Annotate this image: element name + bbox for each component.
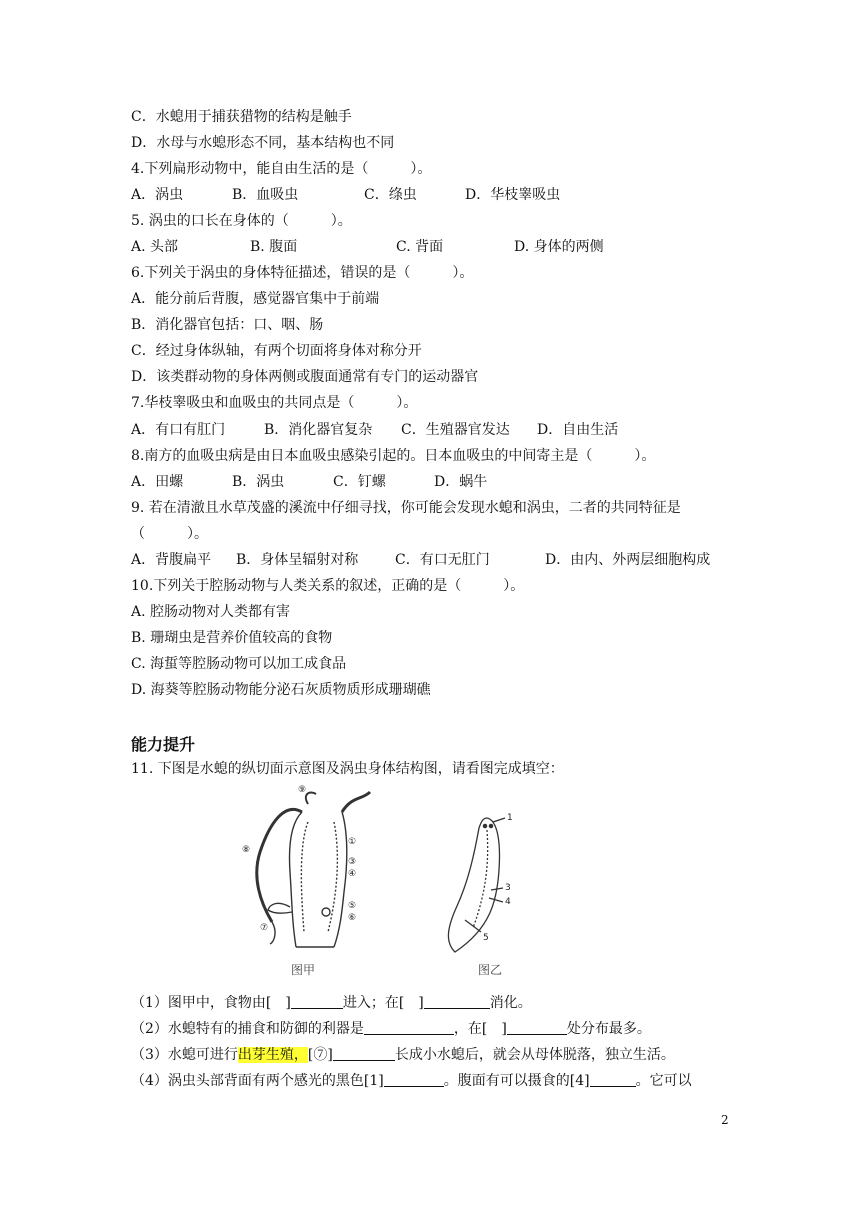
fill-question-2	[131, 1020, 651, 1038]
q4-option-d: D．华枝睾吸虫	[465, 187, 561, 203]
label-6: ⑥	[348, 913, 357, 923]
fill-4-part-b: 。腹面有可以摄食的[4]	[443, 1073, 590, 1089]
q5-option-a: A. 头部	[131, 239, 179, 255]
q5-option-b: B. 腹面	[250, 239, 298, 255]
blank-2b[interactable]	[507, 1020, 567, 1035]
q8-option-b: B．涡虫	[232, 474, 285, 490]
figure-jia-caption: 图甲	[291, 963, 316, 977]
question-9-line1: 9. 若在清澈且水草茂盛的溪流中仔细寻找，你可能会发现水螅和涡虫，二者的共同特征是	[131, 500, 681, 516]
label-y3: 3	[505, 883, 511, 893]
label-7: ⑦	[260, 923, 269, 933]
q7-option-a: A．有口有肛门	[131, 422, 226, 438]
label-9: ⑨	[298, 785, 307, 795]
q10-option-b: B. 珊瑚虫是营养价值较高的食物	[131, 630, 333, 646]
label-3: ③	[348, 857, 357, 867]
question-9-line2: （ ）。	[131, 526, 208, 542]
fill-4-part-c: 。它可以	[635, 1073, 692, 1089]
q4-option-b: B．血吸虫	[232, 187, 299, 203]
question-10: 10.下列关于腔肠动物与人类关系的叙述，正确的是（ ）。	[131, 578, 525, 594]
fill-3-part-b: [⑦]	[307, 1047, 333, 1063]
option-c-line: C．水螅用于捕获猎物的结构是触手	[131, 109, 352, 125]
page-number: 2	[721, 1113, 729, 1127]
hydra-diagram	[230, 782, 390, 954]
q10-option-a: A. 腔肠动物对人类都有害	[131, 604, 291, 620]
q10-option-d: D. 海葵等腔肠动物能分泌石灰质物质形成珊瑚礁	[131, 682, 431, 698]
section-title: 能力提升	[131, 735, 196, 754]
question-5: 5. 涡虫的口长在身体的（ ）。	[131, 213, 352, 229]
fill-3-part-c: 长成小水螅后，就会从母体脱落，独立生活。	[394, 1047, 675, 1063]
q9-option-c: C．有口无肛门	[395, 552, 490, 568]
label-y5: 5	[483, 933, 489, 943]
q4-option-c: C．绦虫	[364, 187, 417, 203]
q7-option-d: D．自由生活	[537, 422, 619, 438]
question-8: 8.南方的血吸虫病是由日本血吸虫感染引起的。日本血吸虫的中间寄主是（ ）。	[131, 448, 656, 464]
q9-option-b: B．身体呈辐射对称	[236, 552, 359, 568]
fill-3-part-a: （3）水螅可进行	[131, 1047, 238, 1063]
q8-option-d: D．蜗牛	[434, 474, 488, 490]
figure-yi-caption: 图乙	[478, 963, 503, 977]
blank-1a[interactable]	[291, 994, 343, 1009]
blank-2a[interactable]	[364, 1020, 454, 1035]
fill-1-part-b: 进入；在[ ]	[342, 995, 424, 1011]
blank-3a[interactable]	[333, 1046, 395, 1061]
fill-2-part-c: 处分布最多。	[566, 1021, 651, 1037]
label-5: ⑤	[348, 901, 357, 911]
planarian-diagram	[435, 810, 525, 960]
question-11: 11. 下图是水螅的纵切面示意图及涡虫身体结构图，请看图完成填空：	[131, 761, 564, 777]
q9-option-d: D．由内、外两层细胞构成	[545, 552, 711, 568]
q7-option-b: B．消化器官复杂	[264, 422, 373, 438]
fill-1-part-a: （1）图甲中，食物由[ ]	[131, 995, 291, 1011]
question-6: 6.下列关于涡虫的身体特征描述，错误的是（ ）。	[131, 265, 474, 281]
q6-option-c: C．经过身体纵轴，有两个切面将身体对称分开	[131, 343, 422, 359]
option-d-line: D．水母与水螅形态不同，基本结构也不同	[131, 135, 395, 151]
fill-question-4	[131, 1072, 692, 1090]
fill-2-part-b: ，在[ ]	[453, 1021, 507, 1037]
q9-option-a: A．背腹扁平	[131, 552, 212, 568]
highlighted-text: 出芽生殖，	[237, 1047, 308, 1063]
label-y4: 4	[505, 897, 511, 907]
question-7: 7.华枝睾吸虫和血吸虫的共同点是（ ）。	[131, 395, 418, 411]
fill-question-3	[131, 1046, 675, 1064]
q5-option-c: C. 背面	[396, 239, 444, 255]
q6-option-b: B．消化器官包括：口、咽、肠	[131, 317, 324, 333]
blank-4b[interactable]	[590, 1072, 636, 1087]
fill-2-part-a: （2）水螅特有的捕食和防御的利器是	[131, 1021, 364, 1037]
q10-option-c: C. 海蜇等腔肠动物可以加工成食品	[131, 656, 347, 672]
label-1: ①	[348, 837, 357, 847]
blank-4a[interactable]	[384, 1072, 444, 1087]
q8-option-c: C．钉螺	[333, 474, 386, 490]
label-8: ⑧	[242, 845, 251, 855]
fill-question-1	[131, 994, 532, 1012]
label-4: ④	[348, 869, 357, 879]
q6-option-a: A．能分前后背腹，感觉器官集中于前端	[131, 291, 380, 307]
question-4: 4.下列扁形动物中，能自由生活的是（ ）。	[131, 161, 432, 177]
blank-1b[interactable]	[424, 994, 490, 1009]
q6-option-d: D．该类群动物的身体两侧或腹面通常有专门的运动器官	[131, 369, 479, 385]
q8-option-a: A．田螺	[131, 474, 184, 490]
label-y1: 1	[507, 813, 513, 823]
q7-option-c: C．生殖器官发达	[401, 422, 510, 438]
q5-option-d: D. 身体的两侧	[514, 239, 604, 255]
fill-1-part-c: 消化。	[489, 995, 532, 1011]
fill-4-part-a: （4）涡虫头部背面有两个感光的黑色[1]	[131, 1073, 384, 1089]
q4-option-a: A．涡虫	[131, 187, 184, 203]
